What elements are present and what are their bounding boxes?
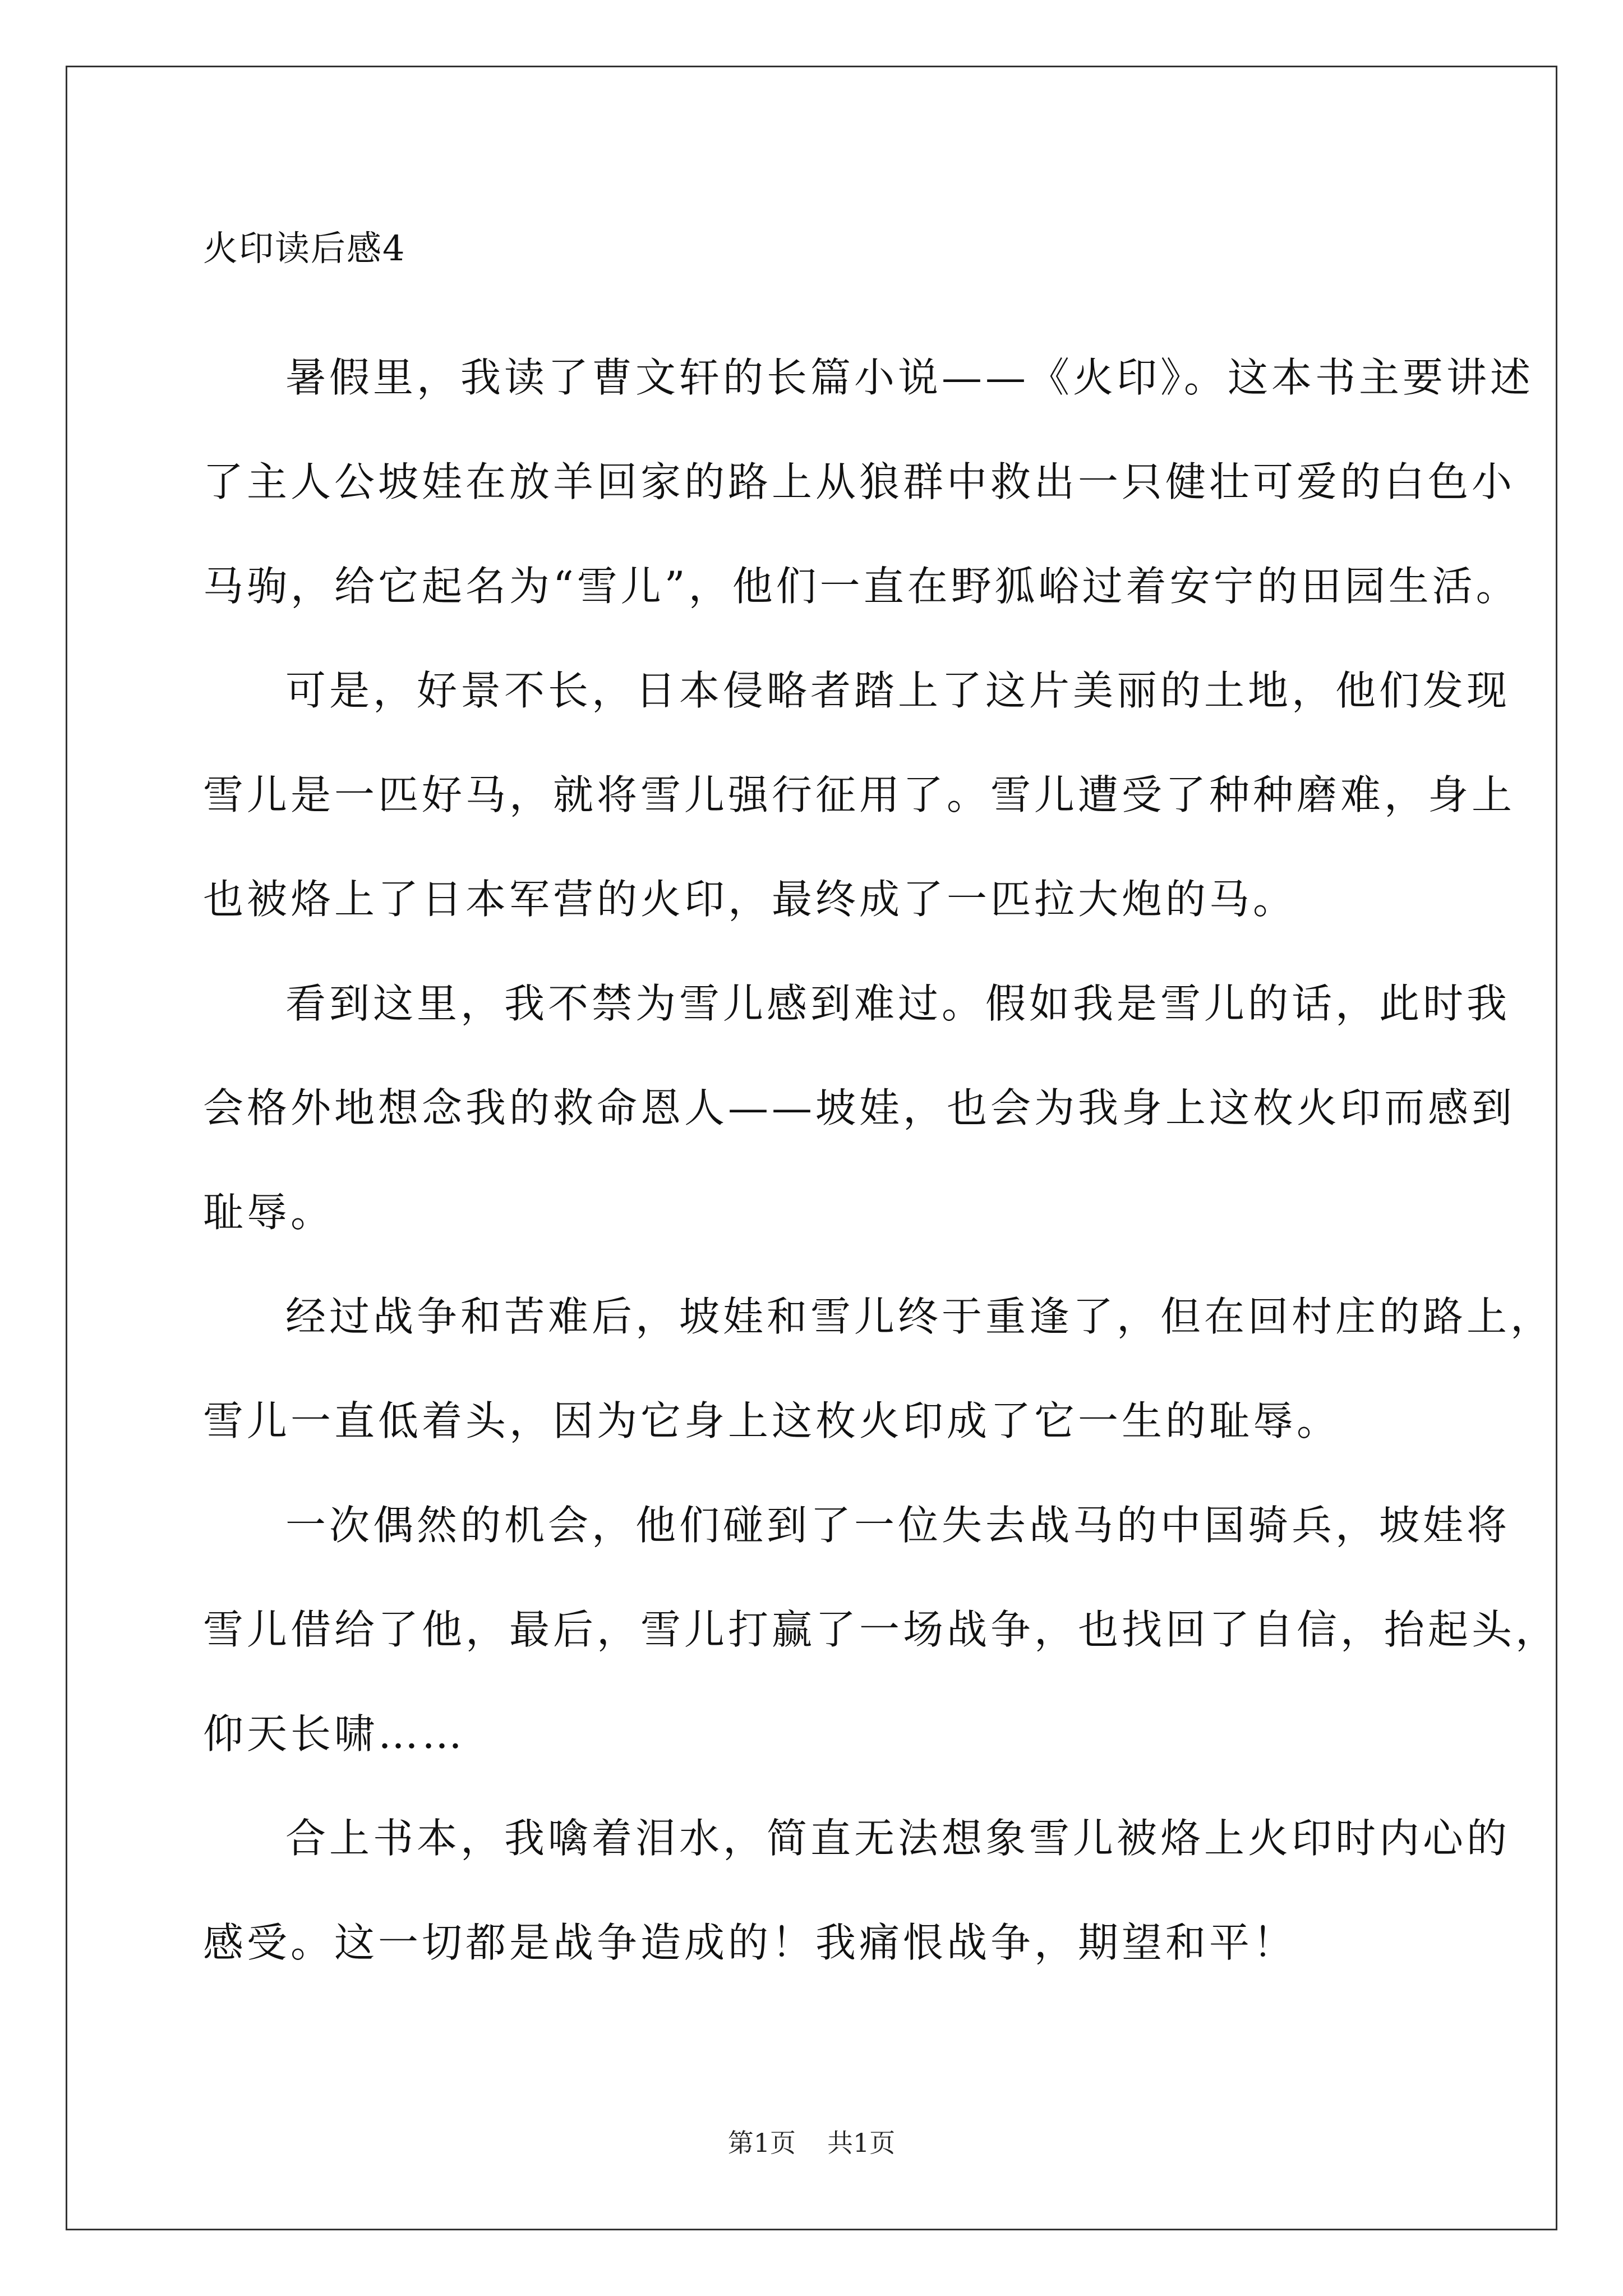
- paragraph-line: 马驹，给它起名为“雪儿”，他们一直在野狐峪过着安宁的田园生活。: [203, 563, 1520, 610]
- paragraph-2: [203, 638, 1516, 951]
- current-page-number: 第1页: [727, 2128, 796, 2158]
- paragraph-1: [203, 325, 1534, 638]
- paragraph-6: [203, 1786, 1511, 1995]
- document-content: [203, 222, 1560, 1995]
- paragraph-line: 一次偶然的机会，他们碰到了一位失去战马的中国骑兵，坡娃将: [285, 1502, 1511, 1549]
- paragraph-line: 了主人公坡娃在放羊回家的路上从狼群中救出一只健壮可爱的白色小: [203, 458, 1516, 505]
- paragraph-4: [203, 1264, 1555, 1473]
- page-footer: [0, 2126, 1623, 2160]
- paragraph-line: 可是，好景不长，日本侵略者踏上了这片美丽的土地，他们发现: [285, 667, 1511, 714]
- paragraph-line: 耻辱。: [203, 1189, 335, 1236]
- paragraph-line: 暑假里，我读了曹文轩的长篇小说——《火印》。这本书主要讲述: [285, 354, 1534, 401]
- paragraph-line: 会格外地想念我的救命恩人——坡娃，也会为我身上这枚火印而感到: [203, 1084, 1516, 1131]
- paragraph-line: 雪儿借给了他，最后，雪儿打赢了一场战争，也找回了自信，抬起头，: [203, 1606, 1560, 1653]
- document-title: 火印读后感4: [203, 228, 406, 269]
- paragraph-line: 雪儿一直低着头，因为它身上这枚火印成了它一生的耻辱。: [203, 1397, 1341, 1444]
- paragraph-line: 经过战争和苦难后，坡娃和雪儿终于重逢了，但在回村庄的路上，: [285, 1293, 1555, 1340]
- paragraph-line: 也被烙上了日本军营的火印，最终成了一匹拉大炮的马。: [203, 876, 1297, 923]
- paragraph-3: [203, 951, 1516, 1264]
- paragraph-line: 感受。这一切都是战争造成的！我痛恨战争，期望和平！: [203, 1919, 1297, 1966]
- paragraph-line: 仰天长啸……: [203, 1710, 466, 1757]
- paragraph-line: 看到这里，我不禁为雪儿感到难过。假如我是雪儿的话，此时我: [285, 980, 1511, 1027]
- total-page-count: 共1页: [827, 2128, 896, 2158]
- document-body: [203, 325, 1560, 1995]
- paragraph-line: 合上书本，我噙着泪水，简直无法想象雪儿被烙上火印时内心的: [285, 1815, 1511, 1862]
- paragraph-line: 雪儿是一匹好马，就将雪儿强行征用了。雪儿遭受了种种磨难，身上: [203, 771, 1516, 818]
- paragraph-5: [203, 1473, 1560, 1786]
